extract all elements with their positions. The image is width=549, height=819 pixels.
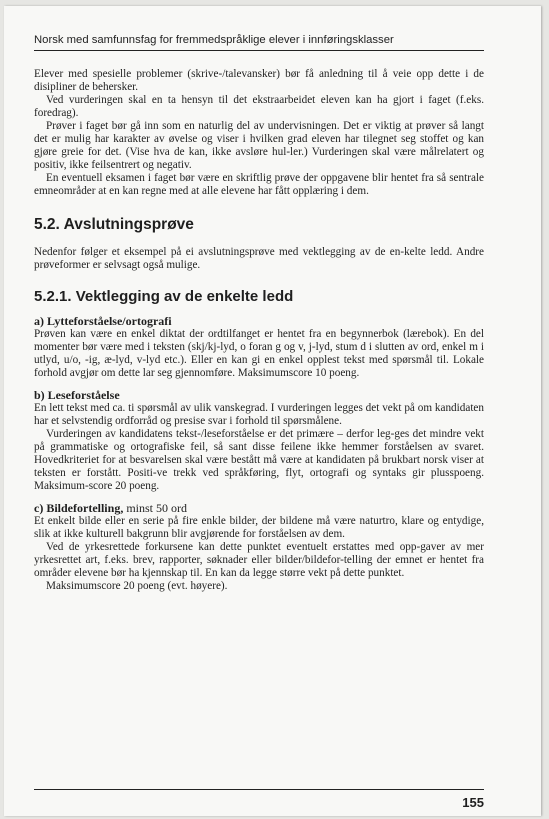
paragraph: En lett tekst med ca. ti spørsmål av ulik vanskegrad. I vurderingen legges det vekt på om kandidaten har et selvstendig ordforråd og presise svar i forhold til spørsmålene. xyxy=(34,402,484,427)
paragraph: Et enkelt bilde eller en serie på fire enkle bilder, der bildene må være naturtro, klare og entydige, slik at ikke kulturell bakgrunn blir avgjørende for forståelsen av dem. xyxy=(34,515,484,540)
section-heading-5-2: 5.2. Avslutningsprøve xyxy=(34,216,194,233)
page-content xyxy=(34,68,484,593)
footer-rule xyxy=(34,789,484,790)
paragraph: Ved de yrkesrettede forkursene kan dette punktet eventuelt erstattes med opp-gaver av mer yrkesrettet art, f.eks. brev, rapporter, søknader eller bilder/bildefor-telling der emnet er hentet fra områder elevene bør ha kjennskap til. En kan da legge større vekt på dette punktet. xyxy=(34,541,484,579)
paragraph: En eventuell eksamen i faget bør være en skriftlig prøve der oppgavene blir hentet fra så sentrale emneområder at en kan regne med at alle elevene har fått opplæring i dem. xyxy=(34,172,484,197)
running-head: Norsk med samfunnsfag for fremmedspråklige elever i innføringsklasser xyxy=(34,34,394,46)
paragraph: Nedenfor følger et eksempel på ei avslutningsprøve med vektlegging av de en-kelte ledd. Andre prøveformer er selvsagt også mulige. xyxy=(34,246,484,271)
subheading-c-suffix: minst 50 ord xyxy=(123,501,187,515)
section-heading-5-2-1: 5.2.1. Vektlegging av de enkelte ledd xyxy=(34,288,294,305)
header-rule xyxy=(34,50,484,51)
paragraph: Ved vurderingen skal en ta hensyn til det ekstraarbeidet eleven kan ha gjort i faget (f.eks. foredrag). xyxy=(34,94,484,119)
subheading-c-title: c) Bildefortelling, xyxy=(34,501,124,515)
paragraph: Maksimumscore 20 poeng (evt. høyere). xyxy=(46,580,228,592)
subheading-b: b) Leseforståelse xyxy=(34,388,120,402)
paragraph: Prøver i faget bør gå inn som en naturlig del av undervisningen. Det er viktig at prøver så langt det er mulig har karakter av øvelse og viser i hvilken grad eleven har tilegnet seg stoffet og kan gjøre greie for det. (Vise hva de kan, ikke avsløre hul-ler.) Vurderingen skal være målrelatert og positiv, ikke feilsentrert og negativ. xyxy=(34,120,484,171)
subheading-c xyxy=(34,501,484,515)
subheading-a: a) Lytteforståelse/ortografi xyxy=(34,314,172,328)
page-number: 155 xyxy=(462,795,484,810)
paragraph: Elever med spesielle problemer (skrive-/talevansker) bør få anledning til å veie opp dette i de disipliner de behersker. xyxy=(34,68,484,93)
paragraph: Prøven kan være en enkel diktat der ordtilfanget er hentet fra en begynnerbok (lærebok). En del momenter bør være med i teksten (skj/kj-lyd, o foran g og v, j-lyd, stum d i slutten av ord, enkel m i utlyd, u/o, -ig, æ-lyd, v-lyd etc.). Eller en kan gi en enkel opplest tekst med spørsmål til. Lokale forhold avgjør om dette lar seg gjennomføre. Maksimumscore 10 poeng. xyxy=(34,328,484,379)
book-page xyxy=(4,6,541,816)
paragraph: Vurderingen av kandidatens tekst-/leseforståelse er det primære – derfor leg-ges det mindre vekt på grammatiske og ortografiske feil, så sant disse feilene ikke hemmer forståelsen av svaret. Hovedkriteriet for at besvarelsen skal være bestått må være at kandidaten på brukbart norsk viser at teksten er forstått. Positi-ve trekk ved språkføring, flyt, ortografi og syntaks gir plusspoeng. Maksimum-score 20 poeng. xyxy=(34,428,484,492)
